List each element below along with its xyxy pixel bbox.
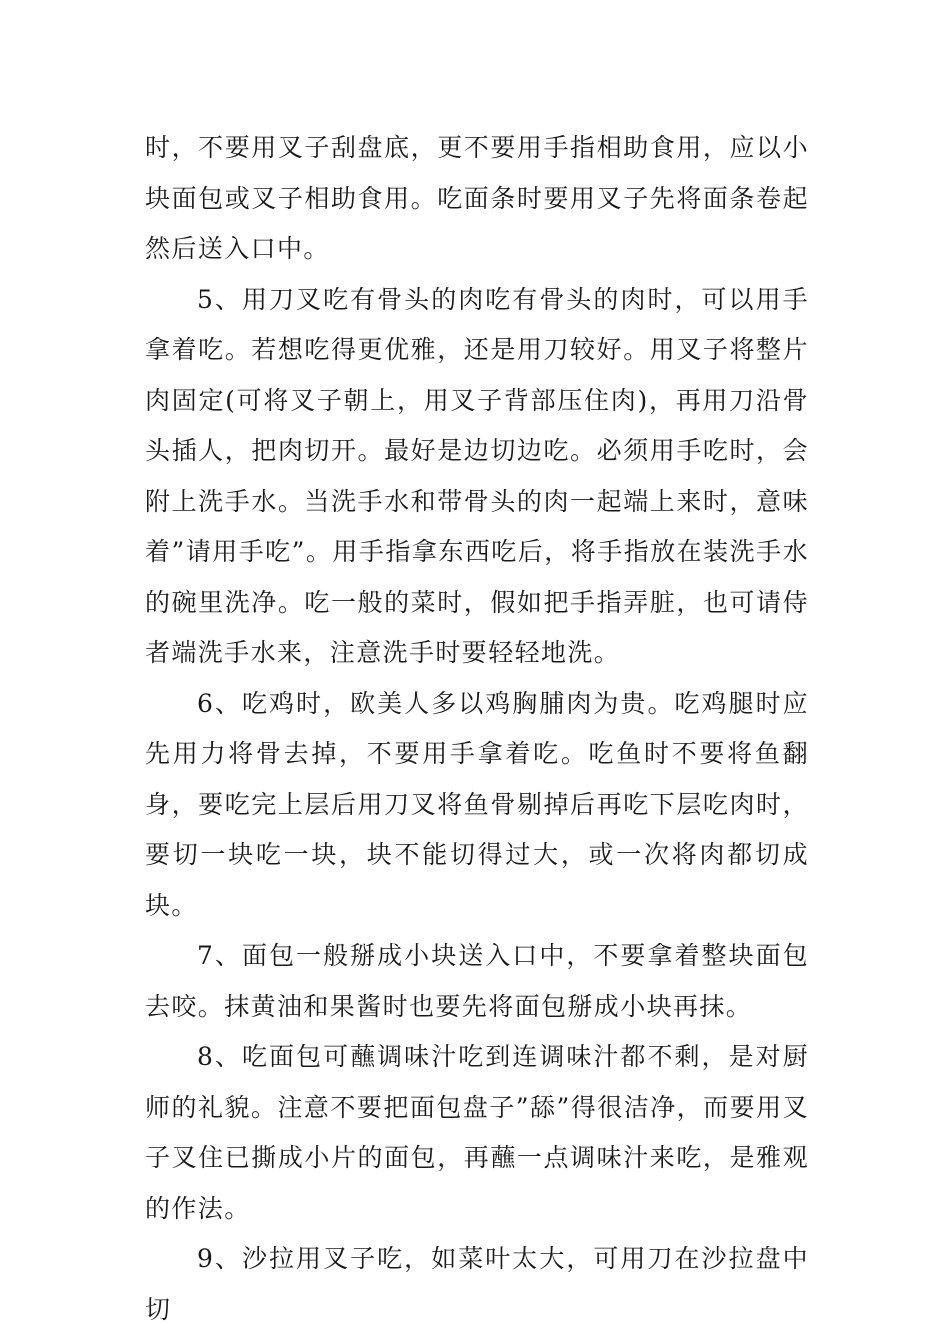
paragraph-item-6: 6、吃鸡时，欧美人多以鸡胸脯肉为贵。吃鸡腿时应先用力将骨去掉，不要用手拿着吃。吃鱼时不要将鱼翻身，要吃完上层后用刀叉将鱼骨剔掉后再吃下层吃肉时，要切一块吃一块，块不能切得过大，或一次将肉都切成块。 [145,688,809,920]
paragraph-continuation: 时，不要用叉子刮盘底，更不要用手指相助食用，应以小块面包或叉子相助食用。吃面条时要用叉子先将面条卷起然后送入口中。 [145,133,809,263]
paragraph-item-8: 8、吃面包可蘸调味汁吃到连调味汁都不剩，是对厨师的礼貌。注意不要把面包盘子”舔”得很洁净，而要用叉子叉住已撕成小片的面包，再蘸一点调味汁来吃，是雅观的作法。 [145,1042,809,1223]
document-body [145,123,809,1335]
paragraph-item-5: 5、用刀叉吃有骨头的肉吃有骨头的肉时，可以用手拿着吃。若想吃得更优雅，还是用刀较好。用叉子将整片肉固定(可将叉子朝上，用叉子背部压住肉)，再用刀沿骨头插人，把肉切开。最好是边切边吃。必须用手吃时，会附上洗手水。当洗手水和带骨头的肉一起端上来时，意味着”请用手吃”。用手指拿东西吃后，将手指放在装洗手水的碗里洗净。吃一般的菜时，假如把手指弄脏，也可请侍者端洗手水来，注意洗手时要轻轻地洗。 [145,284,809,667]
paragraph-item-7: 7、面包一般掰成小块送入口中，不要拿着整块面包去咬。抹黄油和果酱时也要先将面包掰成小块再抹。 [145,941,809,1021]
paragraph-item-9: 9、沙拉用叉子吃，如菜叶太大，可用刀在沙拉盘中切 [145,1244,809,1324]
